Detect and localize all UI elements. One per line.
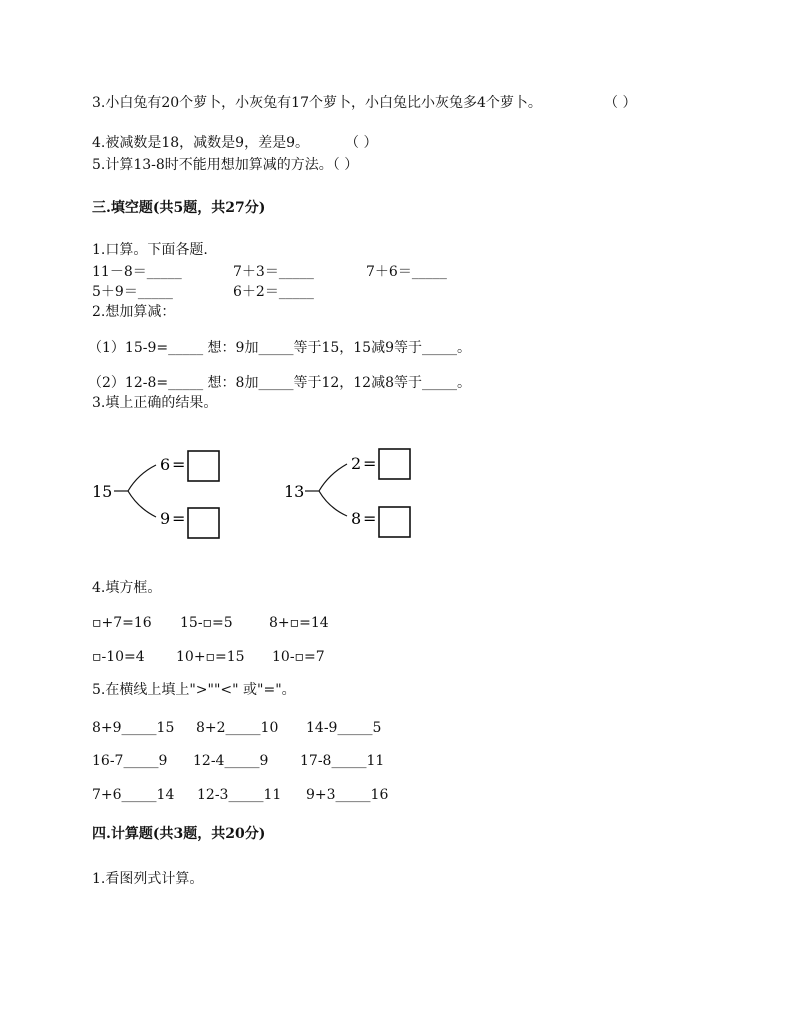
compare-item[interactable]: 16-7_____9 [92,753,168,769]
tree-right-bottom-answer-box[interactable] [379,507,410,537]
think-add-subtract-line-2[interactable]: （2）12-8=_____ 想：8加_____等于12，12减8等于_____。 [88,375,471,391]
fill-question-3-title: 3.填上正确的结果。 [92,395,218,411]
fill-question-1-title: 1.口算。下面各题. [92,242,208,258]
tree-left-bottom-answer-box[interactable] [188,508,219,538]
calc-question-1-title: 1.看图列式计算。 [92,871,204,887]
tree-right-top-equals: = [363,454,377,473]
compare-item[interactable]: 14-9_____5 [306,720,382,736]
compare-item[interactable]: 17-8_____11 [300,753,385,769]
tree-left-top-answer-box[interactable] [188,451,219,481]
compare-item[interactable]: 12-3_____11 [197,787,282,803]
fill-question-2-title: 2.想加算减： [92,304,176,320]
judge-question-4: 4.被减数是18，减数是9，差是9。 [92,135,309,151]
oral-calc-item[interactable]: 6＋2＝_____ [233,284,314,300]
tree-left-top-number: 6 [160,455,171,474]
tree-left-bottom-equals: = [172,509,186,528]
decomposition-diagrams [0,446,794,546]
oral-calc-item[interactable]: 5＋9＝_____ [92,284,173,300]
box-equation[interactable]: 10+▫=15 [176,649,245,665]
judge-question-3: 3.小白兔有20个萝卜，小灰兔有17个萝卜，小白兔比小灰兔多4个萝卜。 [92,95,542,111]
tree-right-bottom-number: 8 [351,509,362,528]
box-equation[interactable]: ▫-10=4 [92,649,145,665]
compare-item[interactable]: 12-4_____9 [193,753,269,769]
tree-left-top-equals: = [172,455,186,474]
tree-left-start-number: 15 [92,482,113,501]
tree-right-top-answer-box[interactable] [379,449,410,479]
box-equation[interactable]: ▫+7=16 [92,615,152,631]
tree-left-bottom-number: 9 [160,509,171,528]
tree-right-bottom-equals: = [363,509,377,528]
box-equation[interactable]: 15-▫=5 [180,615,233,631]
fill-question-5-title: 5.在横线上填上">""<" 或"="。 [92,682,296,698]
box-equation[interactable]: 10-▫=7 [272,649,325,665]
fill-question-4-title: 4.填方框。 [92,580,162,596]
tree-left-branches [128,465,156,517]
think-add-subtract-line-1[interactable]: （1）15-9=_____ 想：9加_____等于15，15减9等于_____。 [88,340,471,356]
tree-right-branches [319,464,347,516]
compare-item[interactable]: 9+3_____16 [306,787,389,803]
compare-item[interactable]: 8+2_____10 [196,720,279,736]
box-equation[interactable]: 8+▫=14 [269,615,329,631]
tree-right-top-number: 2 [351,454,362,473]
judge-question-3-answer-paren[interactable]: （ ） [604,95,637,111]
compare-item[interactable]: 8+9_____15 [92,720,175,736]
judge-question-5: 5.计算13-8时不能用想加算减的方法。（ ） [92,157,359,173]
oral-calc-item[interactable]: 7＋3＝_____ [233,264,314,280]
section-4-title: 四.计算题(共3题，共20分) [92,826,266,842]
tree-right-start-number: 13 [284,482,305,501]
compare-item[interactable]: 7+6_____14 [92,787,175,803]
section-3-title: 三.填空题(共5题，共27分) [92,200,266,216]
judge-question-4-answer-paren[interactable]: （ ） [345,135,378,151]
oral-calc-item[interactable]: 7＋6＝_____ [366,264,447,280]
oral-calc-item[interactable]: 11－8＝_____ [92,264,182,280]
